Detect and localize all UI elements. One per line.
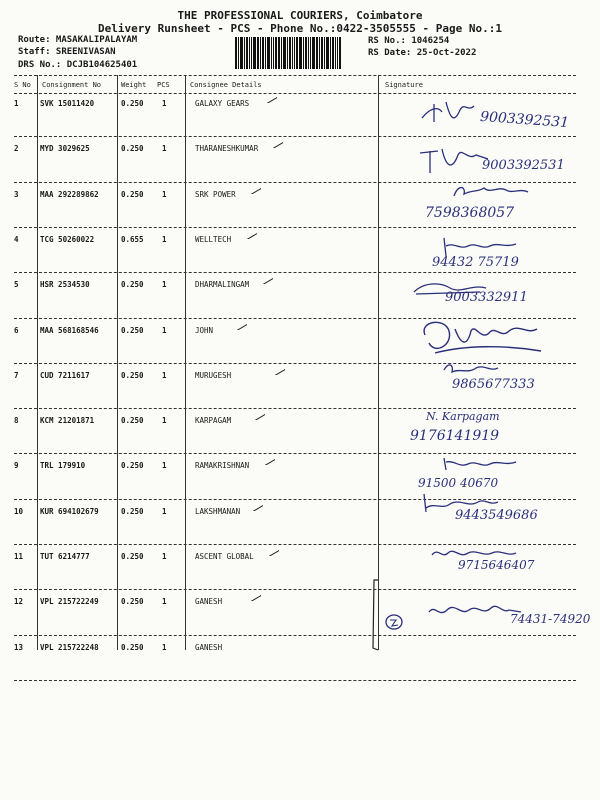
cell-consignment: HSR 2534530	[40, 280, 90, 290]
check-mark-icon	[235, 323, 247, 330]
cell-sno: 8	[14, 416, 19, 426]
cell-sno: 3	[14, 189, 19, 199]
cell-pcs: 1	[162, 370, 167, 380]
col-pcs: PCS	[157, 81, 170, 89]
cell-weight: 0.250	[121, 144, 144, 154]
cell-consignee: THARANESHKUMAR	[195, 144, 259, 154]
check-mark-icon	[249, 187, 261, 194]
row-divider	[14, 408, 576, 409]
cell-consignment: TCG 50260022	[40, 234, 95, 244]
cell-weight: 0.250	[121, 506, 144, 516]
circled-mark	[384, 612, 404, 632]
check-mark-icon	[261, 277, 273, 284]
header-rule	[14, 93, 576, 94]
cell-weight: 0.250	[121, 325, 144, 335]
drs-number: DRS No.: DCJB104625401	[18, 60, 138, 70]
signature-scribble	[450, 182, 530, 204]
cell-pcs: 1	[162, 325, 167, 335]
cell-weight: 0.250	[121, 642, 144, 652]
row-divider	[14, 589, 576, 590]
check-mark-icon	[263, 458, 275, 465]
cell-consignment: MAA 568168546	[40, 325, 99, 335]
signature-scribble	[415, 315, 545, 365]
table-top-rule	[14, 75, 576, 76]
cell-consignee: KARPAGAM	[195, 416, 232, 426]
cell-weight: 0.250	[121, 99, 144, 108]
cell-consignee: RAMAKRISHNAN	[195, 461, 250, 471]
cell-consignee: GALAXY GEARS	[195, 99, 250, 108]
handwritten-phone: 94432 75719	[432, 255, 519, 270]
col-weight: Weight	[121, 81, 147, 89]
rs-date: RS Date: 25-Oct-2022	[368, 48, 477, 58]
cell-pcs: 1	[162, 234, 167, 244]
cell-pcs: 1	[162, 552, 167, 561]
check-mark-icon	[265, 96, 277, 103]
check-mark-icon	[251, 504, 263, 511]
cell-weight: 0.250	[121, 189, 144, 199]
cell-consignment: TUT 6214777	[40, 552, 90, 561]
barcode	[235, 37, 353, 69]
cell-sno: 1	[14, 99, 19, 108]
col-consignment: Consignment No	[42, 81, 102, 89]
handwritten-phone: 9443549686	[455, 508, 538, 523]
cell-consignee: GANESH	[195, 597, 223, 607]
cell-pcs: 1	[162, 642, 167, 652]
cell-consignment: KUR 694102679	[40, 506, 99, 516]
cell-weight: 0.655	[121, 234, 144, 244]
cell-consignee: JOHN	[195, 325, 214, 335]
check-mark-icon	[253, 413, 265, 420]
cell-weight: 0.250	[121, 461, 144, 471]
handwritten-phone: 9715646407	[458, 558, 535, 572]
handwritten-phone: 74431-74920	[510, 612, 591, 626]
cell-sno: 2	[14, 144, 19, 154]
cell-consignment: CUD 7211617	[40, 370, 90, 380]
cell-weight: 0.250	[121, 370, 144, 380]
cell-sno: 13	[14, 642, 24, 652]
handwritten-phone: 91500 40670	[418, 476, 499, 490]
cell-pcs: 1	[162, 416, 167, 426]
handwritten-phone: 9176141919	[410, 428, 500, 444]
check-mark-icon	[273, 368, 285, 375]
handwritten-phone: 9003392531	[482, 158, 565, 173]
handwritten-phone: 9865677333	[452, 377, 535, 392]
cell-pcs: 1	[162, 189, 167, 199]
row-divider	[14, 136, 576, 137]
cell-weight: 0.250	[121, 416, 144, 426]
check-mark-icon	[249, 594, 261, 601]
cell-sno: 11	[14, 552, 24, 561]
cell-consignee: DHARMALINGAM	[195, 280, 250, 290]
row-divider	[14, 635, 576, 636]
row-divider	[14, 680, 576, 681]
cell-pcs: 1	[162, 144, 167, 154]
handwritten-name: N. Karpagam	[426, 410, 500, 423]
cell-sno: 7	[14, 370, 19, 380]
cell-weight: 0.250	[121, 597, 144, 607]
handwritten-phone: 9003392531	[479, 108, 570, 132]
check-mark-icon	[245, 232, 257, 239]
cell-consignment: KCM 21201871	[40, 416, 95, 426]
cell-consignee: GANESH	[195, 642, 223, 652]
cell-consignee: WELLTECH	[195, 234, 232, 244]
cell-consignment: TRL 179910	[40, 461, 86, 471]
signature-scribble	[440, 454, 520, 474]
runsheet-subtitle: Delivery Runsheet - PCS - Phone No.:0422-3505555 - Page No.:1	[98, 22, 502, 35]
cell-consignee: LAKSHMANAN	[195, 506, 241, 516]
signature-scribble	[420, 98, 480, 128]
cell-sno: 9	[14, 461, 19, 471]
cell-pcs: 1	[162, 280, 167, 290]
row-divider	[14, 272, 576, 273]
cell-consignment: VPL 215722249	[40, 597, 99, 607]
cell-consignment: VPL 215722248	[40, 642, 99, 652]
rs-number: RS No.: 1046254	[368, 36, 450, 46]
col-signature: Signature	[385, 81, 423, 89]
cell-consignment: SVK 15011420	[40, 99, 95, 108]
cell-pcs: 1	[162, 597, 167, 607]
cell-weight: 0.250	[121, 280, 144, 290]
cell-sno: 5	[14, 280, 19, 290]
cell-sno: 6	[14, 325, 19, 335]
check-mark-icon	[271, 141, 283, 148]
cell-consignment: MYD 3029625	[40, 144, 90, 154]
col-sno: S No	[14, 81, 31, 89]
cell-pcs: 1	[162, 506, 167, 516]
cell-consignee: ASCENT GLOBAL	[195, 552, 254, 561]
cell-pcs: 1	[162, 461, 167, 471]
handwritten-phone: 7598368057	[425, 205, 515, 221]
cell-pcs: 1	[162, 99, 167, 108]
cell-consignment: MAA 292289862	[40, 189, 99, 199]
handwritten-phone: 9003332911	[445, 290, 528, 305]
row-divider	[14, 227, 576, 228]
check-mark-icon	[267, 549, 279, 556]
cell-weight: 0.250	[121, 552, 144, 561]
cell-sno: 4	[14, 234, 19, 244]
cell-consignee: SRK POWER	[195, 189, 236, 199]
company-title: THE PROFESSIONAL COURIERS, Coimbatore	[177, 9, 423, 22]
cell-sno: 12	[14, 597, 24, 607]
route-label: Route: MASAKALIPALAYAM	[18, 35, 138, 45]
cell-sno: 10	[14, 506, 24, 516]
cell-consignee: MURUGESH	[195, 370, 232, 380]
col-consignee: Consignee Details	[190, 81, 262, 89]
staff-label: Staff: SREENIVASAN	[18, 47, 116, 57]
